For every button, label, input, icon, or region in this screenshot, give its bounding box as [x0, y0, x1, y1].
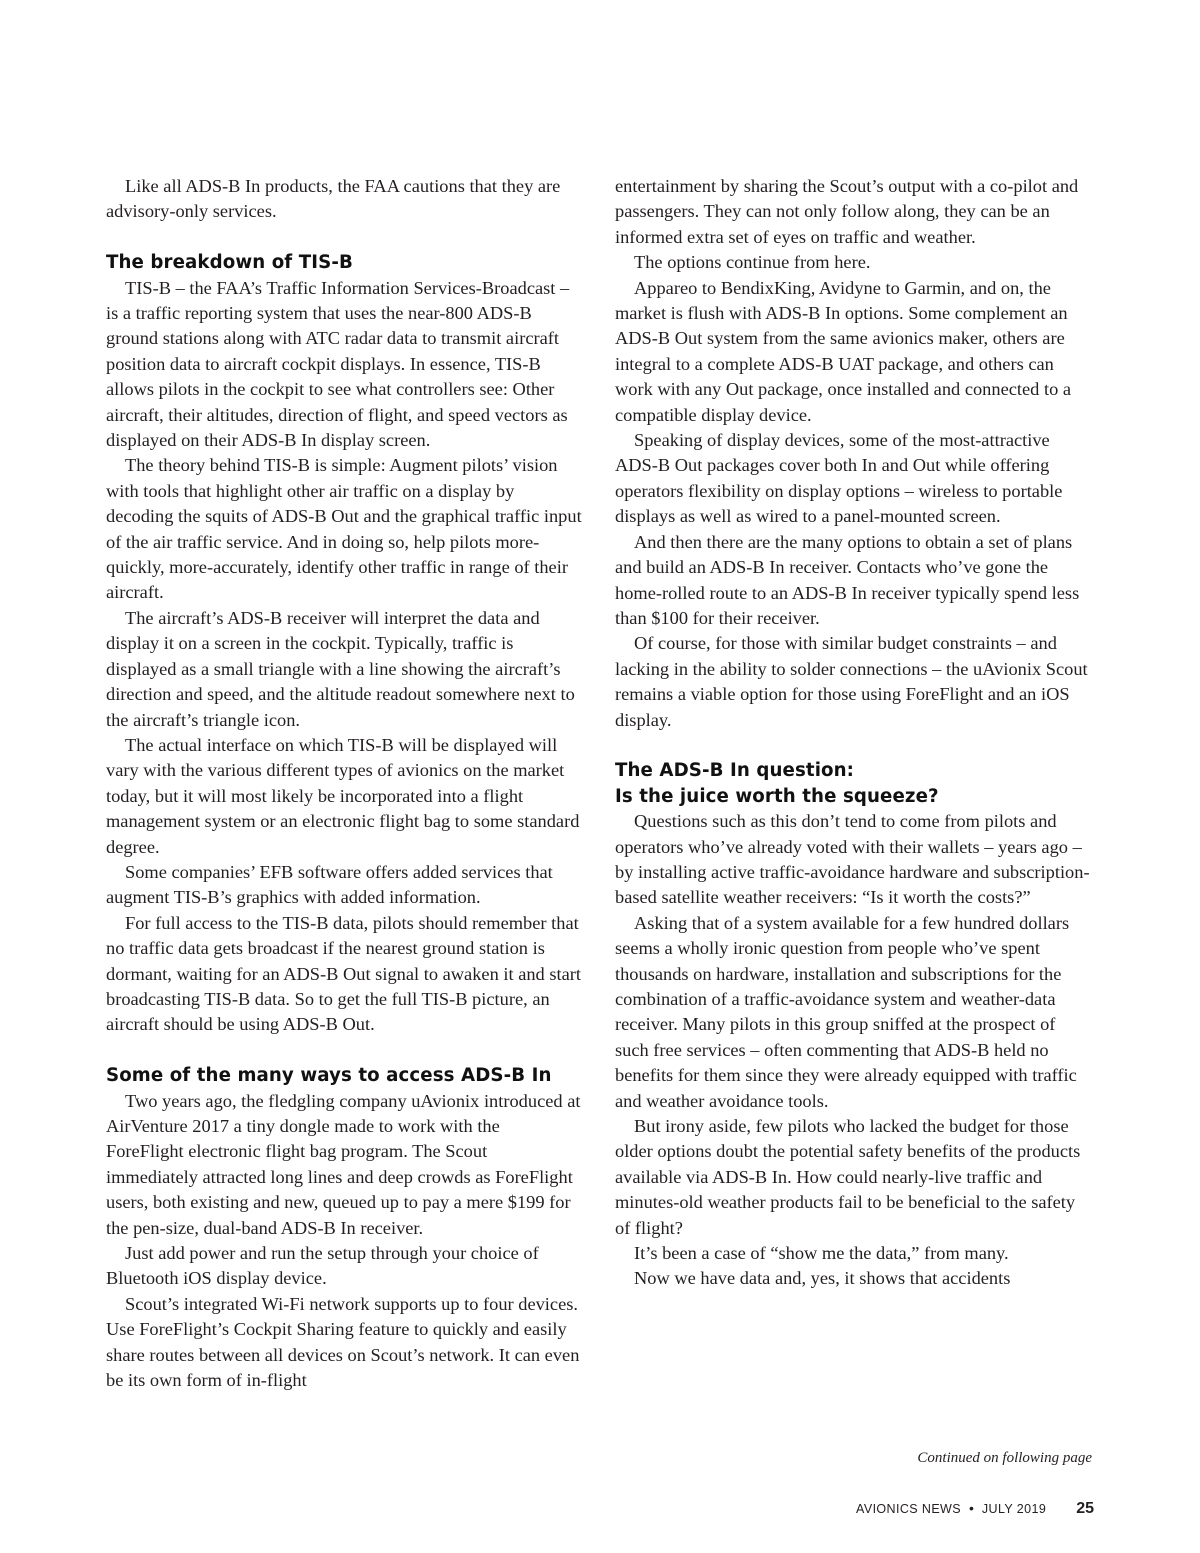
heading-tisb-breakdown: The breakdown of TIS-B [106, 252, 353, 274]
publication-name: AVIONICS NEWS [856, 1502, 961, 1516]
paragraph-options-homebuilt: And then there are the many options to obtain a set of plans and build an ADS-B In receiver. Contacts who’ve gone the home-rolled route to an ADS-B In receiver typically spend less than $100 for their receiver. [615, 531, 1080, 628]
paragraph-options-continue: The options continue from here. [634, 252, 871, 273]
spacer [106, 1038, 582, 1063]
paragraph-options-budget: Of course, for those with similar budget constraints – and lacking in the ability to solder connections – the uAvionix Scout remains a viable option for those using ForeFlight and an iOS display. [615, 633, 1088, 730]
left-column [106, 174, 582, 1393]
heading-ways-to-access: Some of the many ways to access ADS-B In [106, 1065, 552, 1087]
paragraph-scout-intro: Two years ago, the fledgling company uAvionix introduced at AirVenture 2017 a tiny dongle made to work with the ForeFlight electronic flight bag program. The Scout immediately attracted long lines and deep crowds as ForeFlight users, both existing and new, queued up to pay a mere $199 for the pen-size, dual-band ADS-B In receiver. [106, 1090, 581, 1238]
paragraph-question-accidents: Now we have data and, yes, it shows that accidents [634, 1268, 1011, 1289]
paragraph-continuation: entertainment by sharing the Scout’s output with a co-pilot and passengers. They can not only follow along, they can be an informed extra set of eyes on traffic and weather. [615, 176, 1079, 247]
paragraph-tisb-definition: TIS-B – the FAA’s Traffic Information Services-Broadcast – is a traffic reporting system that uses the near-800 ADS-B ground stations along with ATC radar data to transmit aircraft position data to aircraft cockpit displays. In essence, TIS-B allows pilots in the cockpit to see what controllers see: Other aircraft, their altitudes, direction of flight, and speed vectors as displayed on their ADS-B In display screen. [106, 277, 570, 451]
paragraph-tisb-receiver: The aircraft’s ADS-B receiver will interpret the data and display it on a screen in the cockpit. Typically, traffic is displayed as a small triangle with a line showing the aircraft’s direction and speed, and the altitude readout somewhere next to the aircraft’s triangle icon. [106, 607, 575, 730]
paragraph-options-display: Speaking of display devices, some of the most-attractive ADS-B Out packages cover both In and Out while offering operators flexibility on display options – wireless to portable displays as well as wired to a panel-mounted screen. [615, 430, 1063, 527]
spacer [106, 225, 582, 250]
paragraph-options-market: Appareo to BendixKing, Avidyne to Garmin, and on, the market is flush with ADS-B In options. Some complement an ADS-B Out system from the same avionics maker, others are integral to a complete ADS-B UAT package, and others can work with any Out package, once installed and connected to a compatible display device. [615, 277, 1072, 425]
page-footer [856, 1500, 1094, 1518]
paragraph-question-irony: Asking that of a system available for a few hundred dollars seems a wholly ironic question from people who’ve spent thousands on hardware, installation and subscriptions for the combination of a traffic-avoidance system and weather-data receiver. Many pilots in this group sniffed at the prospect of such free services – often commenting that ADS-B held no benefits for them since they were already equipped with traffic and weather avoidance tools. [615, 912, 1077, 1111]
spacer [615, 733, 1091, 758]
paragraph-question-safety: But irony aside, few pilots who lacked the budget for those older options doubt the potential safety benefits of the products available via ADS-B In. How could nearly-live traffic and minutes-old weather products fail to be beneficial to the safety of flight? [615, 1116, 1081, 1238]
paragraph-question-costs: Questions such as this don’t tend to come from pilots and operators who’ve already voted with their wallets – years ago – by installing active traffic-avoidance hardware and subscription-based satellite weather receivers: “Is it worth the costs?” [615, 811, 1090, 908]
page-number: 25 [1076, 1500, 1094, 1517]
paragraph-tisb-interface: The actual interface on which TIS-B will be displayed will vary with the various different types of avionics on the market today, but it will most likely be incorporated into a flight management system or an electronic flight bag to some standard degree. [106, 734, 580, 857]
right-column [615, 174, 1091, 1292]
continued-note: Continued on following page [917, 1450, 1092, 1466]
issue-date: JULY 2019 [981, 1502, 1047, 1516]
paragraph-tisb-efb: Some companies’ EFB software offers added services that augment TIS-B’s graphics with added information. [106, 861, 553, 908]
footer-separator: • [969, 1500, 974, 1516]
paragraph-tisb-theory: The theory behind TIS-B is simple: Augment pilots’ vision with tools that highlight other air traffic on a display by decoding the squits of ADS-B Out and the graphical traffic input of the air traffic service. And in doing so, help pilots more-quickly, more-accurately, identify other traffic in range of their aircraft. [106, 455, 582, 603]
heading-juice-squeeze: Is the juice worth the squeeze? [615, 785, 939, 807]
paragraph-intro: Like all ADS-B In products, the FAA cautions that they are advisory-only services. [106, 176, 561, 222]
paragraph-tisb-access: For full access to the TIS-B data, pilots should remember that no traffic data gets broadcast if the nearest ground station is dormant, waiting for an ADS-B Out signal to awaken it and start broadcasting TIS-B data. So to get the full TIS-B picture, an aircraft should be using ADS-B Out. [106, 912, 582, 1035]
heading-adsb-question: The ADS-B In question: [615, 760, 855, 782]
paragraph-scout-setup: Just add power and run the setup through your choice of Bluetooth iOS display device. [106, 1243, 539, 1289]
paragraph-question-show-data: It’s been a case of “show me the data,” from many. [634, 1243, 1009, 1264]
paragraph-scout-wifi: Scout’s integrated Wi-Fi network supports up to four devices. Use ForeFlight’s Cockpit Sharing feature to quickly and easily share routes between all devices on Scout’s network. It can even be its own form of in-flight [106, 1293, 580, 1391]
